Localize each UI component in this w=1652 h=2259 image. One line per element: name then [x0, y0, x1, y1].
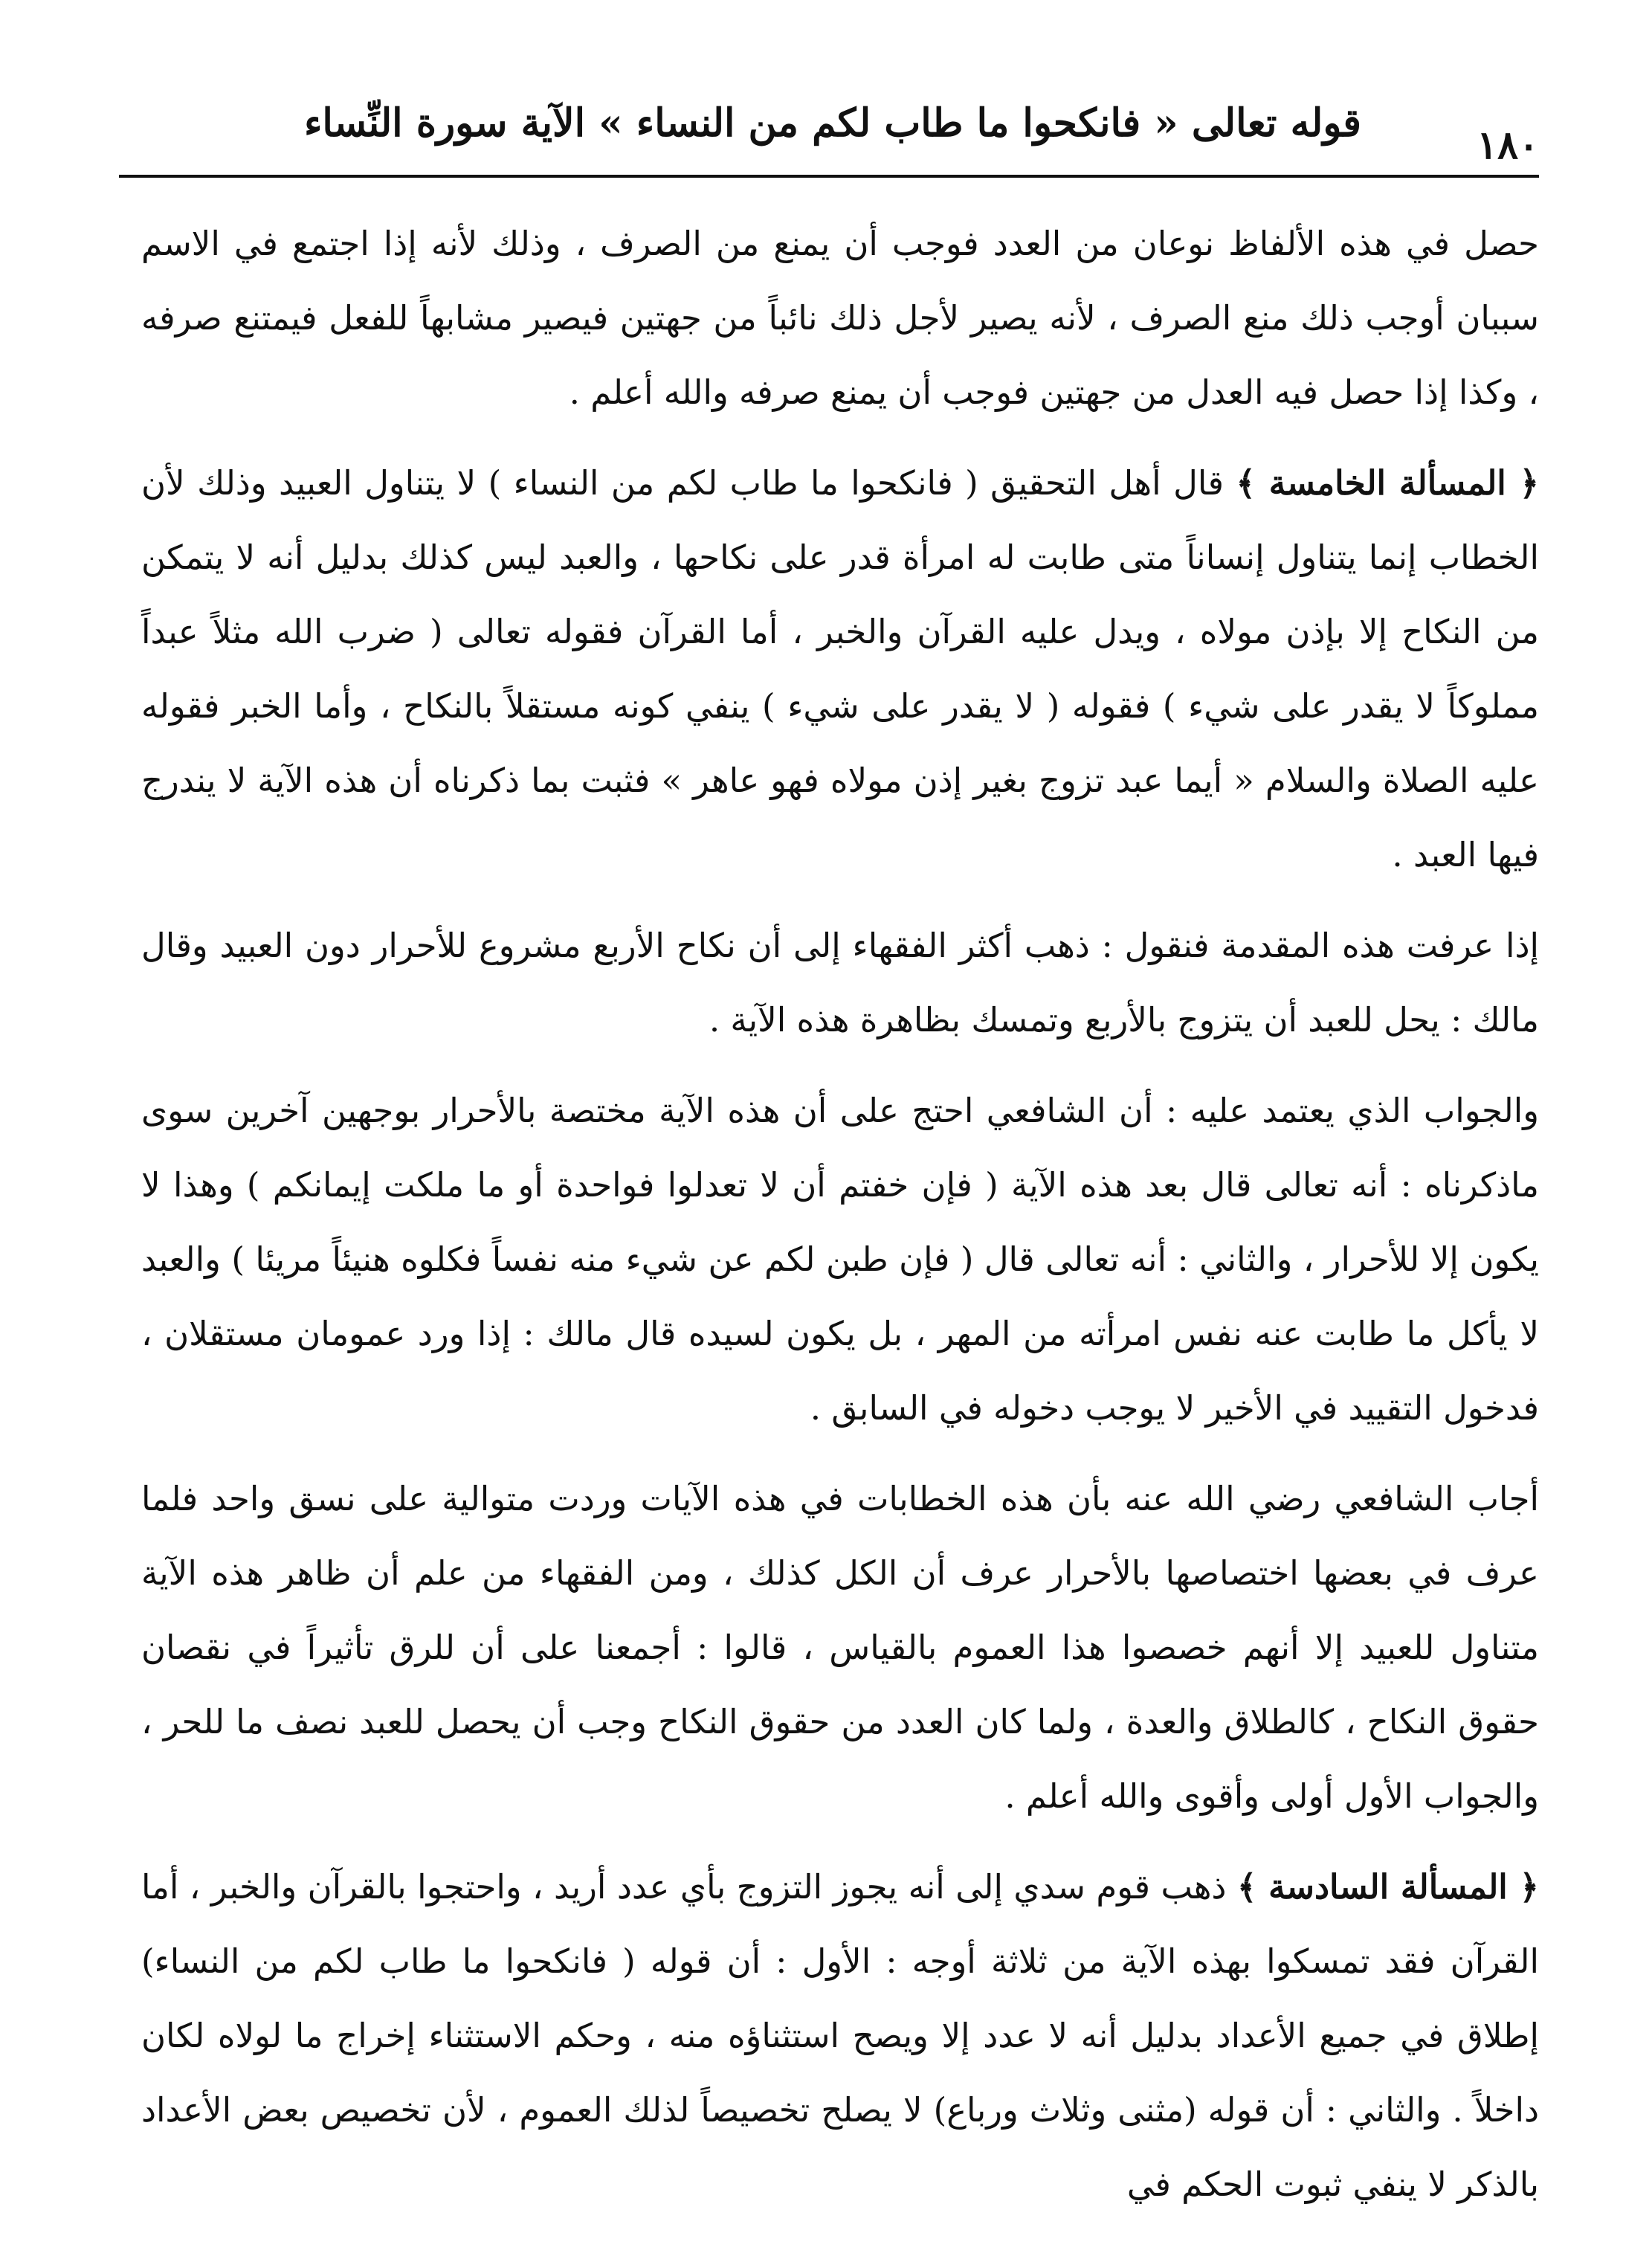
paragraph-text: والجواب الذي يعتمد عليه : أن الشافعي احتج على أن هذه الآية مختصة بالأحرار بوجهين آخرين سوى ماذكرناه : أنه تعالى قال بعد هذه الآية ( فإن خفتم أن لا تعدلوا فواحدة أو ما ملكت إيمانكم ) وهذا لا يكون إلا للأحرار ، والثاني : أنه تعالى قال ( فإن طبن لكم عن شيء منه نفساً فكلوه هنيئاً مريئا ) والعبد لا يأكل ما طابت عنه نفس امرأته من المهر ، بل يكون لسيده قال مالك : إذا ورد عمومان مستقلان ، فدخول التقييد في الأخير لا يوجب دخوله في السابق .: [141, 1091, 1539, 1428]
paragraph-text: أجاب الشافعي رضي الله عنه بأن هذه الخطابات في هذه الآيات وردت متوالية على نسق واحد فلما عرف في بعضها اختصاصها بالأحرار عرف أن الكل كذلك ، ومن الفقهاء من علم أن ظاهر هذه الآية متناول للعبيد إلا أنهم خصصوا هذا العموم بالقياس ، قالوا : أجمعنا على أن للرق تأثيراً في نقصان حقوق النكاح ، كالطلاق والعدة ، ولما كان العدد من حقوق النكاح وجب أن يحصل للعبد نصف ما للحر ، والجواب الأول أولى وأقوى والله أعلم .: [141, 1479, 1539, 1816]
paragraph: [141, 1074, 1539, 1446]
paragraph: [141, 446, 1539, 892]
paragraph-text: حصل في هذه الألفاظ نوعان من العدد فوجب أن يمنع من الصرف ، وذلك لأنه إذا اجتمع في الاسم سببان أوجب ذلك منع الصرف ، لأنه يصير لأجل ذلك نائباً من جهتين فيصير مشابهاً للفعل فيمتنع صرفه ، وكذا إذا حصل فيه العدل من جهتين فوجب أن يمنع صرفه والله أعلم .: [141, 224, 1540, 412]
section-marker: ﴿ المسألة الخامسة ﴾: [1236, 463, 1539, 503]
page-header: [119, 93, 1539, 178]
paragraph-text: قال أهل التحقيق ( فانكحوا ما طاب لكم من النساء ) لا يتناول العبيد وذلك لأن الخطاب إنما يتناول إنساناً متى طابت له امرأة قدر على نكاحها ، والعبد ليس كذلك بدليل أنه لا يتمكن من النكاح إلا بإذن مولاه ، ويدل عليه القرآن والخبر ، أما القرآن فقوله تعالى ( ضرب الله مثلاً عبداً مملوكاً لا يقدر على شيء ) فقوله ( لا يقدر على شيء ) ينفي كونه مستقلاً بالنكاح ، وأما الخبر فقوله عليه الصلاة والسلام « أيما عبد تزوج بغير إذن مولاه فهو عاهر » فثبت بما ذكرناه أن هذه الآية لا يندرج فيها العبد .: [141, 463, 1539, 874]
paragraph-text: إذا عرفت هذه المقدمة فنقول : ذهب أكثر الفقهاء إلى أن نكاح الأربع مشروع للأحرار دون العبيد وقال مالك : يحل للعبد أن يتزوج بالأربع وتمسك بظاهرة هذه الآية .: [141, 926, 1539, 1040]
paragraph: [141, 909, 1539, 1057]
paragraph-text: ذهب قوم سدي إلى أنه يجوز التزوج بأي عدد أريد ، واحتجوا بالقرآن والخبر ، أما القرآن فقد تمسكوا بهذه الآية من ثلاثة أوجه : الأول : أن قوله ( فانكحوا ما طاب لكم من النساء) إطلاق في جميع الأعداد بدليل أنه لا عدد إلا ويصح استثناؤه منه ، وحكم الاستثناء إخراج ما لولاه لكان داخلاً . والثاني : أن قوله (مثنى وثلاث ورباع) لا يصلح تخصيصاً لذلك العموم ، لأن تخصيص بعض الأعداد بالذكر لا ينفي ثبوت الحكم في: [141, 1867, 1539, 2204]
running-title: قوله تعالى « فانكحوا ما طاب لكم من النساء » الآية سورة النِّساء: [303, 100, 1362, 146]
paragraph: [141, 1462, 1539, 1834]
section-marker: ﴿ المسألة السادسة ﴾: [1236, 1867, 1539, 1907]
paragraph: [141, 207, 1539, 430]
page-body: [141, 207, 1539, 2222]
paragraph: [141, 1850, 1539, 2222]
page-number: ١٨٠: [1477, 123, 1539, 168]
